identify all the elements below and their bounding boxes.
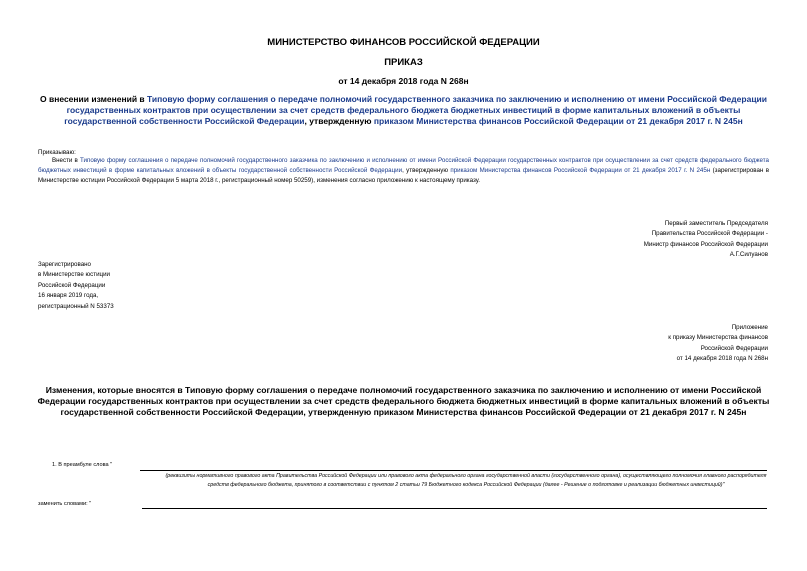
registration-line: 16 января 2019 года, [38, 292, 99, 300]
appendix-line: Российской Федерации [700, 344, 768, 352]
registration-block [38, 260, 114, 312]
signature-line: Министр финансов Российской Федерации [643, 240, 768, 248]
title-link-typical-form[interactable]: Типовую форму соглашения о передаче полномочий государственного заказчика по заключению и исполнению от имени Российской Федерации государственных контрактов при осуществлении за счет средств федерального бюджета бюджетных инвестиций в форме капитальных вложений в объекты государственной собственности Российской Федерации [64, 94, 767, 126]
appendix-line: от 14 декабря 2018 года N 268н [676, 355, 768, 363]
paragraph-text: (зарегистрирован в Министерстве юстиции Российской Федерации 5 марта 2018 г., регистрационный номер 50259), изменения согласно приложению к настоящему приказу. [38, 167, 769, 184]
title-text: О внесении изменений в [40, 94, 147, 104]
ministry-heading: МИНИСТЕРСТВО ФИНАНСОВ РОССИЙСКОЙ ФЕДЕРАЦИИ [267, 37, 540, 48]
signature-name: А.Г.Силуанов [729, 251, 768, 259]
signature-block [560, 219, 768, 261]
title-text: , утвержденную [304, 116, 374, 126]
order-heading: ПРИКАЗ [384, 57, 423, 68]
appendix-line: к приказу Министерства финансов [668, 334, 768, 342]
item-1-label: 1. В преамбуле слова " [52, 462, 113, 468]
appendix-block [560, 323, 768, 365]
registration-line: регистрационный N 53373 [38, 302, 114, 310]
paragraph-link-order-245n[interactable]: приказом Министерства финансов Российской Федерации от 21 декабря 2017 г. N 245н [450, 167, 711, 174]
fill-line [140, 470, 767, 471]
registration-line: Зарегистрировано [38, 261, 91, 268]
appendix-line: Приложение [731, 324, 768, 331]
changes-heading: Изменения, которые вносятся в Типовую форму соглашения о передаче полномочий государственного заказчика по заключению и исполнению от имени Российской Федерации государственных контрактов при осуществлении за счет средств федерального бюджета бюджетных инвестиций в форме капитальных вложений в объекты государственной собственности Российской Федерации, утвержденную приказом Министерства финансов Российской Федерации от 21 декабря 2017 г. N 245н [37, 385, 770, 417]
registration-line: Российской Федерации [38, 281, 106, 289]
registration-line: в Министерстве юстиции [38, 271, 111, 279]
signature-line: Правительства Российской Федерации - [651, 230, 768, 238]
order-title [30, 94, 777, 127]
order-paragraph [38, 156, 769, 186]
paragraph-link-typical-form[interactable]: Типовую форму соглашения о передаче полномочий государственного заказчика по заключению и исполнению от имени Российской Федерации государственных контрактов при осуществлении за счет средств федерального бюджета бюджетных инвестиций в форме капитальных вложений в объекты государственной собственности Российской Федерации [38, 157, 769, 174]
replace-label: заменить словами: " [38, 501, 92, 507]
signature-line: Первый заместитель Председателя [664, 220, 768, 227]
order-date: от 14 декабря 2018 года N 268н [338, 76, 469, 86]
requisites-note: (реквизиты нормативного правового акта Правительства Российской Федерации или правового акта федерального органа государственной власти (государственного органа), осуществляющего полномочия главного распорядителя средств федерального бюджета, принятого в соответствии с пунктом 2 статьи 79 Бюджетного кодекса Российской Федерации (далее - Решение о подготовке и реализации бюджетных инвестиций)" [165, 473, 767, 488]
order-directive: Приказываю: [38, 149, 76, 156]
paragraph-text: Внести в [52, 157, 81, 164]
fill-line [142, 508, 767, 509]
paragraph-text: , утвержденную [402, 167, 451, 174]
title-link-order-245n[interactable]: приказом Министерства финансов Российской Федерации от 21 декабря 2017 г. N 245н [373, 116, 743, 126]
